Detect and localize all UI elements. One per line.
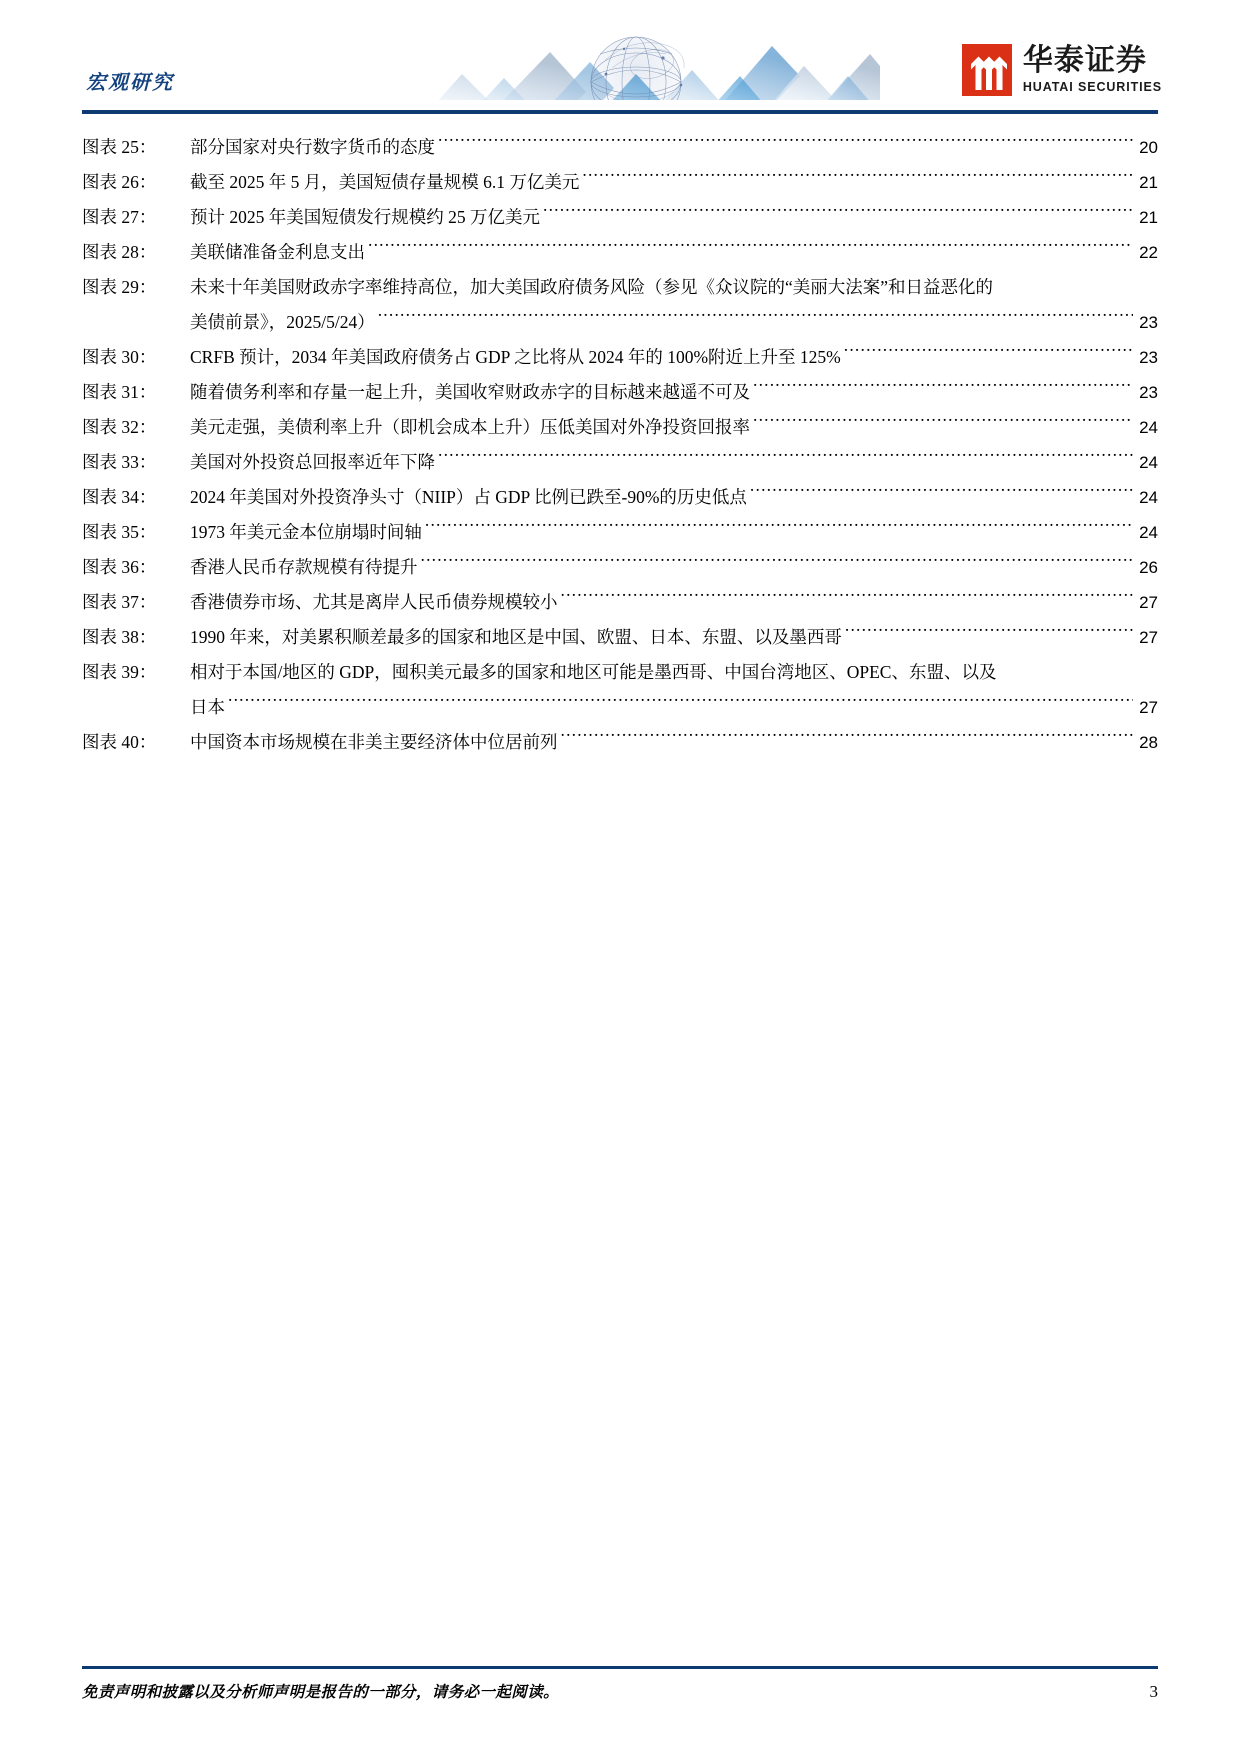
toc-leader-dots: [845, 626, 1133, 644]
toc-entry-title: 部分国家对央行数字货币的态度: [190, 137, 435, 157]
toc-leader-dots: [561, 591, 1134, 609]
huatai-logo: [962, 44, 1162, 96]
toc-entry-title: 美国对外投资总回报率近年下降: [190, 452, 435, 472]
toc-page-number: 22: [1139, 243, 1158, 262]
toc-figure-label: 图表 25：: [82, 137, 157, 157]
toc-entry[interactable]: [82, 375, 1158, 410]
toc-leader-dots: [561, 731, 1134, 749]
page-header: [0, 0, 1240, 118]
logo-text: [1023, 46, 1162, 94]
toc-entry-line[interactable]: [82, 515, 1158, 550]
toc-page-number: 27: [1139, 698, 1158, 717]
toc-entry-line[interactable]: [82, 165, 1158, 200]
footer-page-number: 3: [1149, 1682, 1158, 1701]
toc-entry[interactable]: [82, 585, 1158, 620]
toc-page-number: 28: [1139, 733, 1158, 752]
toc-entry-line[interactable]: [82, 445, 1158, 480]
toc-entry-line[interactable]: [82, 375, 1158, 410]
toc-page-number: 27: [1139, 593, 1158, 612]
toc-page-number: 24: [1139, 523, 1158, 542]
toc-figure-label: 图表 29：: [82, 277, 157, 297]
toc-leader-dots: [844, 346, 1133, 364]
toc-page-number: 21: [1139, 208, 1158, 227]
toc-page-number: 23: [1139, 383, 1158, 402]
footer-divider: [82, 1666, 1158, 1669]
toc-entry-line[interactable]: [82, 270, 1158, 305]
toc-entry-title: 预计 2025 年美国短债发行规模约 25 万亿美元: [190, 207, 540, 227]
toc-entry[interactable]: [82, 550, 1158, 585]
toc-entry-line[interactable]: [82, 620, 1158, 655]
toc-figure-label: 图表 31：: [82, 382, 157, 402]
toc-leader-dots: [438, 451, 1133, 469]
toc-page-number: 27: [1139, 628, 1158, 647]
toc-entry[interactable]: [82, 480, 1158, 515]
toc-figure-label: 图表 35：: [82, 522, 157, 542]
huatai-logo-mark-icon: [962, 44, 1012, 96]
toc-page-number: 24: [1139, 453, 1158, 472]
toc-entry-title: 美债前景》，2025/5/24）: [190, 312, 375, 332]
header-decorative-graphic: [400, 22, 880, 112]
disclaimer-note: 免责声明和披露以及分析师声明是报告的一部分，请务必一起阅读。: [82, 1684, 560, 1701]
toc-page-number: 23: [1139, 348, 1158, 367]
toc-entry-title: 香港债券市场、尤其是离岸人民币债券规模较小: [190, 592, 558, 612]
toc-figure-label: 图表 28：: [82, 242, 157, 262]
toc-entry-line[interactable]: [82, 690, 1158, 725]
toc-figure-label: 图表 34：: [82, 487, 157, 507]
toc-entry-line[interactable]: [82, 340, 1158, 375]
toc-entry-title: 美联储准备金利息支出: [190, 242, 365, 262]
toc-figure-label: 图表 33：: [82, 452, 157, 472]
toc-entry-line[interactable]: [82, 305, 1158, 340]
logo-chinese-name: 华泰证券: [1022, 44, 1147, 78]
toc-entry[interactable]: [82, 165, 1158, 200]
toc-leader-dots: [378, 311, 1133, 329]
toc-entry[interactable]: [82, 270, 1158, 340]
toc-entry-line[interactable]: [82, 655, 1158, 690]
toc-entry-title: CRFB 预计，2034 年美国政府债务占 GDP 之比将从 2024 年的 100%附近上升至 125%: [190, 347, 841, 367]
page-footer: [82, 1666, 1158, 1702]
toc-entry[interactable]: [82, 620, 1158, 655]
toc-figure-label: 图表 32：: [82, 417, 157, 437]
page-title: 宏观研究: [86, 72, 174, 94]
toc-entry-title: 2024 年美国对外投资净头寸（NIIP）占 GDP 比例已跌至-90%的历史低点: [190, 487, 747, 507]
toc-entry-title: 1990 年来，对美累积顺差最多的国家和地区是中国、欧盟、日本、东盟、以及墨西哥: [190, 627, 842, 647]
toc-entry-line[interactable]: [82, 725, 1158, 760]
toc-entry-title: 日本: [190, 697, 225, 717]
header-divider: [82, 110, 1158, 114]
toc-leader-dots: [228, 696, 1133, 714]
toc-page-number: 24: [1139, 418, 1158, 437]
toc-figure-label: 图表 26：: [82, 172, 157, 192]
toc-entry-line[interactable]: [82, 235, 1158, 270]
toc-figure-label: 图表 36：: [82, 557, 157, 577]
toc-entry-title: 中国资本市场规模在非美主要经济体中位居前列: [190, 732, 558, 752]
toc-entry[interactable]: [82, 200, 1158, 235]
toc-leader-dots: [753, 416, 1133, 434]
toc-entry-line[interactable]: [82, 585, 1158, 620]
toc-entry-line[interactable]: [82, 200, 1158, 235]
toc-entry[interactable]: [82, 445, 1158, 480]
toc-figure-label: 图表 30：: [82, 347, 157, 367]
toc-figure-label: 图表 38：: [82, 627, 157, 647]
toc-page-number: 23: [1139, 313, 1158, 332]
toc-leader-dots: [543, 206, 1133, 224]
toc-entry[interactable]: [82, 340, 1158, 375]
toc-entry-title: 美元走强，美债利率上升（即机会成本上升）压低美国对外净投资回报率: [190, 417, 750, 437]
toc-entry[interactable]: [82, 130, 1158, 165]
toc-page-number: 24: [1139, 488, 1158, 507]
toc-entry[interactable]: [82, 655, 1158, 725]
toc-entry-line[interactable]: [82, 130, 1158, 165]
toc-figure-label: 图表 27：: [82, 207, 157, 227]
toc-entry-line[interactable]: [82, 480, 1158, 515]
toc-entry-title: 香港人民币存款规模有待提升: [190, 557, 418, 577]
logo-english-name: HUATAI SECURITIES: [1022, 80, 1162, 95]
toc-figure-label: 图表 39：: [82, 662, 157, 682]
toc-entry-title: 截至 2025 年 5 月，美国短债存量规模 6.1 万亿美元: [190, 172, 580, 192]
toc-leader-dots: [750, 486, 1133, 504]
toc-entry-title: 相对于本国/地区的 GDP，囤积美元最多的国家和地区可能是墨西哥、中国台湾地区、OPEC、东盟、以及: [190, 662, 997, 682]
toc-page-number: 21: [1139, 173, 1158, 192]
toc-leader-dots: [425, 521, 1133, 539]
toc-leader-dots: [582, 171, 1133, 189]
figure-table-of-contents: [82, 130, 1158, 760]
toc-entry-title: 未来十年美国财政赤字率维持高位，加大美国政府债务风险（参见《众议院的“美丽大法案”和日益恶化的: [190, 277, 994, 297]
toc-figure-label: 图表 40：: [82, 732, 157, 752]
toc-entry-line[interactable]: [82, 410, 1158, 445]
toc-entry[interactable]: [82, 725, 1158, 760]
toc-figure-label: 图表 37：: [82, 592, 157, 612]
toc-leader-dots: [368, 241, 1133, 259]
toc-leader-dots: [438, 136, 1133, 154]
toc-page-number: 20: [1139, 138, 1158, 157]
toc-entry-title: 1973 年美元金本位崩塌时间轴: [190, 522, 422, 542]
toc-leader-dots: [421, 556, 1134, 574]
toc-page-number: 26: [1139, 558, 1158, 577]
toc-entry[interactable]: [82, 235, 1158, 270]
toc-entry-title: 随着债务利率和存量一起上升，美国收窄财政赤字的目标越来越遥不可及: [190, 382, 750, 402]
toc-entry-line[interactable]: [82, 550, 1158, 585]
toc-leader-dots: [753, 381, 1133, 399]
toc-entry[interactable]: [82, 410, 1158, 445]
toc-entry[interactable]: [82, 515, 1158, 550]
